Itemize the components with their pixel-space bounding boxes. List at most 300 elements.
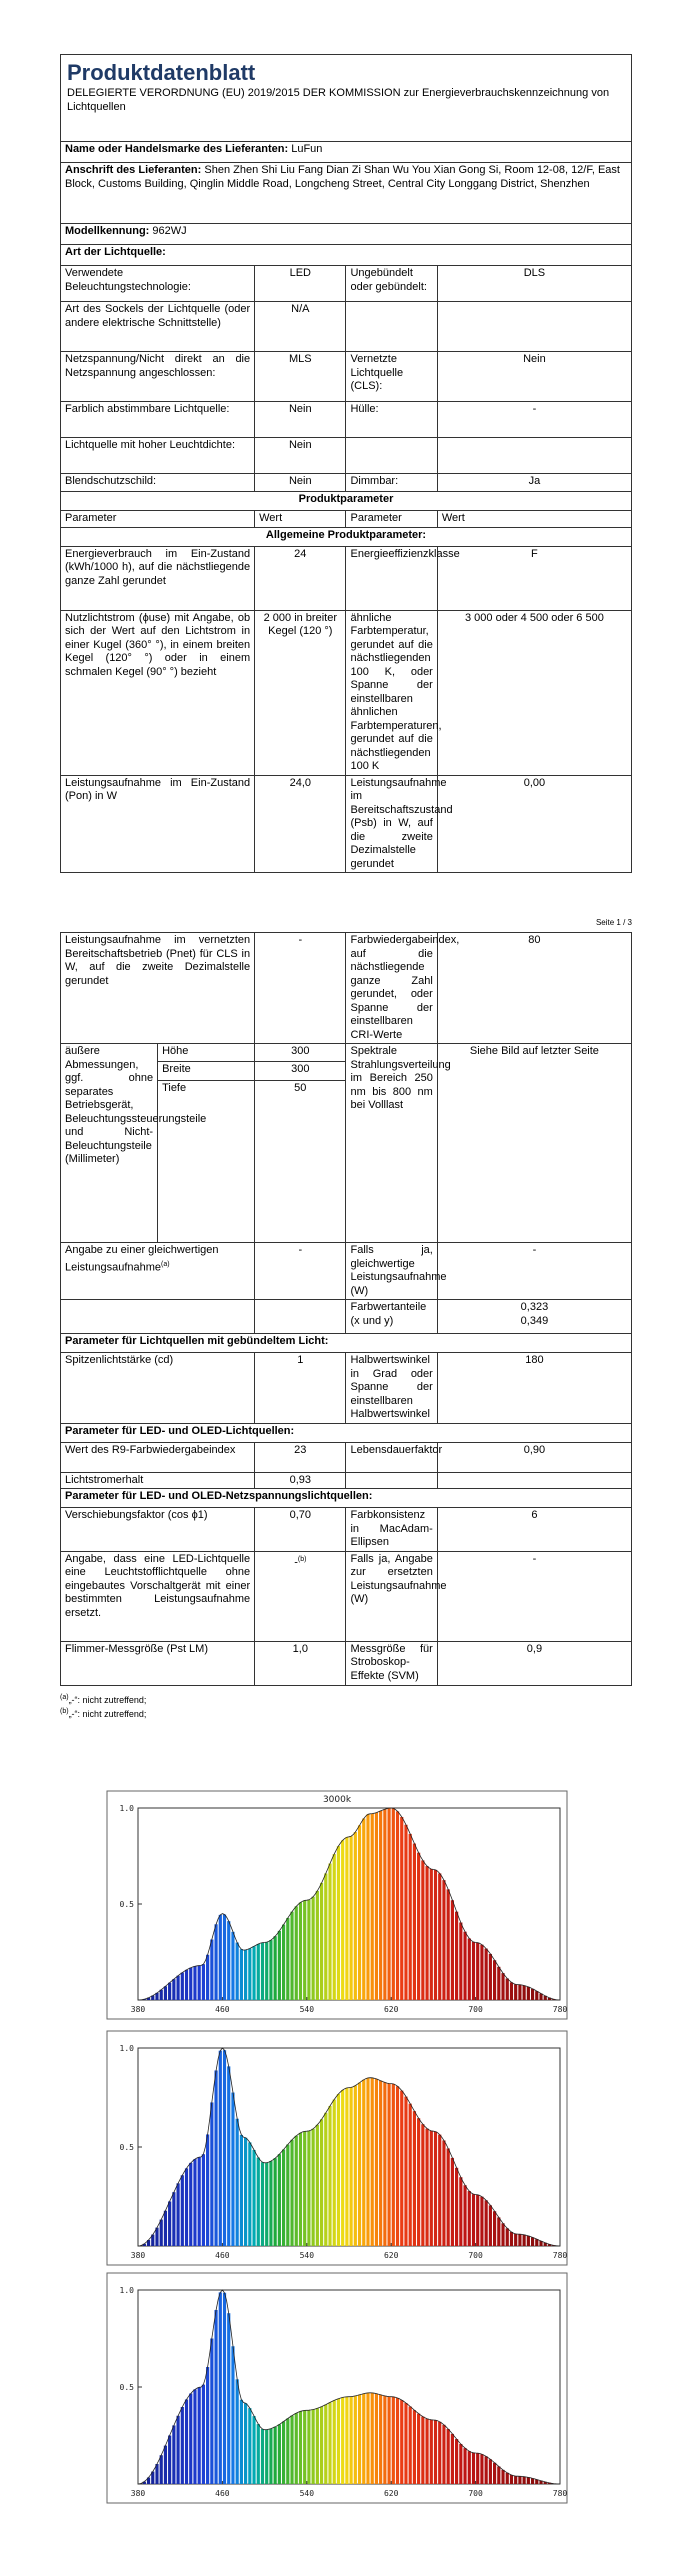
spectrum-bar <box>316 1891 319 2000</box>
supplier-name-row: Name oder Handelsmarke des Lieferanten: LuFun <box>61 142 632 163</box>
spectrum-bar <box>341 2397 344 2484</box>
spectrum-bar <box>227 2066 230 2246</box>
spectrum-bar <box>383 1809 386 2000</box>
spectrum-bar <box>404 1825 407 2000</box>
value-peak-intensity: 1 <box>255 1353 346 1424</box>
regulation-subtitle: DELEGIERTE VERORDNUNG (EU) 2019/2015 DER KOMMISSION zur Energieverbrauchskennzeichnung von Lichtquellen <box>67 87 610 113</box>
spectrum-bar <box>489 1954 492 2000</box>
spectrum-bar <box>425 1866 428 2000</box>
label-replacement-power: Falls ja, Angabe zur ersetzten Leistungsaufnahme (W) <box>346 1551 437 1641</box>
spectrum-bar <box>231 1932 234 2000</box>
datasheet-table-1 <box>60 54 632 873</box>
value-envelope: - <box>437 402 631 438</box>
spectrum-bar <box>307 2410 310 2484</box>
spectrum-bar <box>523 2235 526 2246</box>
spectrum-bar <box>400 1817 403 2000</box>
spectrum-bar <box>223 2050 226 2246</box>
spectrum-bar <box>400 2400 403 2484</box>
value-equivalent-power-claim: - <box>255 1243 346 1300</box>
spectrum-bar <box>501 2470 504 2484</box>
value-flicker: 1,0 <box>255 1641 346 1685</box>
spectrum-bar <box>324 1873 327 2000</box>
x-tick-label: 700 <box>468 2005 483 2014</box>
x-tick-label: 460 <box>215 2005 230 2014</box>
spectrum-bar <box>531 2237 534 2246</box>
spectrum-bar <box>485 2456 488 2484</box>
spectrum-bar <box>434 1870 437 2000</box>
label-equivalent-power: Falls ja, gleichwertige Leistungsaufnahme (W) <box>346 1243 437 1300</box>
spectrum-bar <box>468 2451 471 2484</box>
spectrum-bar <box>176 2183 179 2246</box>
spectrum-bar <box>472 2194 475 2246</box>
value-cap-type: N/A <box>255 302 346 352</box>
spectrum-bar <box>510 2475 513 2484</box>
spectrum-bar <box>459 1922 462 2000</box>
spectrum-bar <box>176 1976 179 2000</box>
value-svm: 0,9 <box>437 1641 631 1685</box>
spectrum-bar <box>535 1991 538 2000</box>
spectrum-bar <box>210 2339 213 2485</box>
spectrum-bar <box>396 1811 399 2000</box>
spectrum-bar <box>274 2427 277 2484</box>
spectrum-bar <box>312 2129 315 2246</box>
spectrum-bar <box>244 2403 247 2484</box>
value-width: 300 <box>255 1062 346 1080</box>
spectrum-bar <box>350 2397 353 2484</box>
footnote-a: $^{(a)}$„-“: nicht zutreffend; <box>60 1693 147 1705</box>
spectrum-bar <box>231 2093 234 2246</box>
value-on-mode-power: 24,0 <box>255 775 346 873</box>
value-displacement-factor: 0,70 <box>255 1508 346 1552</box>
spectrum-bar <box>485 1949 488 2000</box>
y-tick-label: 0.5 <box>119 1900 134 1909</box>
spectrum-bar <box>409 1834 412 2000</box>
spectrum-bar <box>350 1836 353 2000</box>
spectrum-bar <box>387 2083 390 2246</box>
spectrum-bar <box>265 1942 268 2000</box>
spectrum-bar <box>290 2140 293 2246</box>
spectrum-bar <box>261 2429 264 2484</box>
spectrum-bar <box>290 1912 293 2000</box>
spectrum-bar <box>392 2397 395 2484</box>
label-height: Höhe <box>158 1044 255 1062</box>
spectrum-bar <box>303 2410 306 2484</box>
spectrum-bar <box>240 2400 243 2484</box>
spectrum-bar <box>282 2149 285 2246</box>
spectrum-bar <box>459 2177 462 2246</box>
y-tick-label: 1.0 <box>119 1804 134 1813</box>
spectrum-bar <box>185 2168 188 2246</box>
spectrum-bar <box>425 2419 428 2484</box>
spectrum-bar <box>269 1940 272 2000</box>
spectrum-bar <box>160 1990 163 2000</box>
spectrum-bar <box>168 1983 171 2000</box>
x-tick-label: 700 <box>468 2489 483 2498</box>
spectrum-bar <box>366 2393 369 2484</box>
spectrum-bar <box>434 2420 437 2484</box>
spectrum-bar <box>518 2234 521 2246</box>
spectrum-bar <box>531 2478 534 2484</box>
label-on-mode-power: Leistungsaufnahme im Ein-Zustand (Pon) in W <box>61 775 255 873</box>
spectrum-bar <box>430 2131 433 2246</box>
value-technology: LED <box>255 266 346 302</box>
spectrum-bar <box>248 1948 251 2000</box>
spectrum-bar <box>164 2211 167 2246</box>
spectrum-bar <box>358 1825 361 2000</box>
spectrum-bar <box>181 2175 184 2246</box>
spectrum-bar <box>278 1931 281 2000</box>
spectrum-bar <box>299 2411 302 2484</box>
spectrum-bar <box>468 1938 471 2000</box>
spectrum-bar <box>375 2394 378 2484</box>
section-type-title: Art der Lichtquelle: <box>61 245 632 266</box>
spectrum-bar <box>501 2223 504 2246</box>
spectrum-bar <box>198 2157 201 2246</box>
spectrum-bar <box>328 1864 331 2000</box>
value-mains: MLS <box>255 352 346 402</box>
spectrum-bar <box>257 1944 260 2000</box>
spectrum-bar <box>214 2310 217 2484</box>
spectrum-bar <box>413 2410 416 2484</box>
spectrum-bar <box>438 1873 441 2000</box>
spectrum-bar <box>320 2119 323 2246</box>
spectrum-bar <box>366 1814 369 2000</box>
spectrum-bar <box>286 2145 289 2246</box>
label-directional: Ungebündelt oder gebündelt: <box>346 266 437 302</box>
label-mains: Netzspannung/Nicht direkt an die Netzspannung angeschlossen: <box>61 352 255 402</box>
spectrum-bar <box>337 1846 340 2000</box>
spectrum-bar <box>489 2205 492 2246</box>
spectrum-bar <box>333 2099 336 2246</box>
spectrum-bar <box>168 2201 171 2246</box>
x-tick-label: 460 <box>215 2489 230 2498</box>
spectrum-bar <box>404 2403 407 2484</box>
spectrum-bar <box>185 1970 188 2000</box>
footnote-b: $^{(b)}$„-“: nicht zutreffend; <box>60 1707 147 1719</box>
spectrum-bar <box>210 1940 213 2000</box>
label-flicker: Flimmer-Messgröße (Pst LM) <box>61 1641 255 1685</box>
spectrum-bar <box>438 2135 441 2246</box>
spectrum-bar <box>463 1932 466 2000</box>
spectrum-bar <box>257 2158 260 2246</box>
value-beam-angle: 180 <box>437 1353 631 1424</box>
label-survival-factor: Lebensdauerfaktor <box>346 1442 437 1472</box>
spectrum-bar <box>362 2394 365 2484</box>
spectrum-bar <box>527 1987 530 2000</box>
spectrum-bar <box>240 1949 243 2000</box>
spectrum-bar <box>396 2398 399 2484</box>
spectrum-bar <box>189 2393 192 2484</box>
col-header-parameter-2: Parameter <box>346 511 437 528</box>
x-tick-label: 540 <box>299 2489 315 2498</box>
spectrum-bar <box>362 2080 365 2246</box>
spectrum-bar <box>219 1915 222 2000</box>
spectrum-bar <box>354 1832 357 2000</box>
spectrum-bar <box>269 2161 272 2246</box>
spectrum-bar <box>328 2106 331 2246</box>
spectrum-bar <box>371 2393 374 2484</box>
spectrum-bar <box>451 1900 454 2000</box>
value-energy-class: F <box>437 546 631 610</box>
spectrum-bar <box>337 2399 340 2484</box>
spectrum-bar <box>387 2397 390 2484</box>
spectrum-bar <box>193 2159 196 2246</box>
value-directional: DLS <box>437 266 631 302</box>
label-replacement-claim: Angabe, dass eine LED-Lichtquelle eine Leuchtstofflichtquelle ohne eingebautes Vorschaltgerät mit einer bestimmten Leistungsaufnahme ersetzt. <box>61 1551 255 1641</box>
spectrum-bar <box>236 2379 239 2484</box>
value-replacement-claim: -$^{(b)}$ <box>255 1551 346 1641</box>
spectrum-bar <box>240 2135 243 2246</box>
label-dimmable: Dimmbar: <box>346 474 437 492</box>
spectrum-bar <box>514 2234 517 2246</box>
x-tick-label: 700 <box>468 2251 483 2260</box>
x-tick-label: 380 <box>130 2489 146 2498</box>
spectrum-bar <box>193 1966 196 2000</box>
spectrum-bar <box>261 2162 264 2246</box>
spectrum-bar <box>362 1819 365 2000</box>
col-header-parameter: Parameter <box>61 511 255 528</box>
value-energy-consumption: 24 <box>255 546 346 610</box>
label-cap-type: Art des Sockels der Lichtquelle (oder andere elektrische Schnittstelle) <box>61 302 255 352</box>
spectrum-chart-1 <box>106 1790 568 2020</box>
spectrum-bar <box>417 2414 420 2484</box>
spectrum-bar <box>223 1914 226 2000</box>
spectrum-bar <box>248 2408 251 2484</box>
spectrum-bar <box>523 1985 526 2000</box>
spectrum-bar <box>244 2138 247 2246</box>
x-tick-label: 620 <box>383 2251 399 2260</box>
chart-title: 3000k <box>322 1795 352 1805</box>
spectrum-bar <box>312 1897 315 2000</box>
spectrum-bar <box>320 1883 323 2000</box>
value-cri: 80 <box>437 933 631 1044</box>
spectrum-bar <box>514 1984 517 2000</box>
value-replacement-power: - <box>437 1551 631 1641</box>
spectrum-bar <box>244 1950 247 2000</box>
spectrum-bar <box>176 2416 179 2484</box>
spectrum-bar <box>324 2113 327 2246</box>
spectrum-bar <box>252 2416 255 2484</box>
x-tick-label: 540 <box>299 2005 315 2014</box>
spectrum-bar <box>506 2228 509 2246</box>
spectrum-bar <box>400 2091 403 2246</box>
spectrum-bar <box>265 2163 268 2246</box>
spectrum-bar <box>354 2396 357 2484</box>
spectrum-bar <box>442 2140 445 2246</box>
spectrum-bar <box>430 2420 433 2484</box>
value-survival-factor: 0,90 <box>437 1442 631 1472</box>
spectrum-bar <box>497 1967 500 2000</box>
datasheet-page-2 <box>60 932 632 1720</box>
spectrum-bar <box>333 1854 336 2000</box>
spectrum-bar <box>214 1924 217 2000</box>
spectrum-bar <box>527 2477 530 2484</box>
spectrum-bar <box>210 2102 213 2246</box>
spectrum-bar <box>307 1900 310 2000</box>
spectrum-bar <box>274 2158 277 2246</box>
label-equivalent-power-claim: Angabe zu einer gleichwertigen Leistungsaufnahme$^{(a)}$ <box>61 1243 255 1300</box>
spectrum-bar <box>299 1902 302 2000</box>
spectrum-bar <box>523 2477 526 2484</box>
spectrum-bar <box>409 2104 412 2246</box>
label-peak-intensity: Spitzenlichtstärke (cd) <box>61 1353 255 1424</box>
label-cls: Vernetzte Lichtquelle (CLS): <box>346 352 437 402</box>
spectrum-bar <box>286 1918 289 2000</box>
spectrum-bar <box>451 2434 454 2484</box>
spectrum-bar <box>421 2124 424 2246</box>
x-tick-label: 540 <box>299 2251 315 2260</box>
spectrum-chart-2 <box>106 2030 568 2266</box>
spectrum-bar <box>333 2400 336 2484</box>
spectrum-bar <box>164 2446 167 2484</box>
spectrum-bar <box>518 1985 521 2000</box>
label-displacement-factor: Verschiebungsfaktor (cos ϕ1) <box>61 1508 255 1552</box>
spectrum-chart-3 <box>106 2272 568 2504</box>
spectrum-bar <box>257 2424 260 2484</box>
label-useful-flux: Nutzlichtstrom (ϕuse) mit Angabe, ob sich der Wert auf den Lichtstrom in einer Kugel (360° °), in einem breiten Kegel (120° °) oder in einem schmalen Kegel (90° °) bezieht <box>61 610 255 775</box>
spectrum-bar <box>261 1943 264 2000</box>
spectrum-bar <box>383 2082 386 2246</box>
spectrum-bar <box>320 2407 323 2484</box>
label-technology: Verwendete Beleuchtungstechnologie: <box>61 266 255 302</box>
value-standby-power: 0,00 <box>437 775 631 873</box>
value-cls: Nein <box>437 352 631 402</box>
x-tick-label: 380 <box>130 2005 146 2014</box>
y-tick-label: 0.5 <box>119 2143 134 2152</box>
spectrum-svg-3 <box>106 2272 568 2504</box>
spectrum-bar <box>193 2389 196 2484</box>
spectrum-bar <box>527 2236 530 2246</box>
datasheet-page-1 <box>60 54 632 873</box>
spectrum-bar <box>379 2395 382 2484</box>
label-dimensions: äußere Abmessungen, ggf. ohne separates Betriebsgerät, Beleuchtungssteuerungsteile und Nicht-Beleuchtungsteile (Millimeter) <box>61 1044 158 1243</box>
page-number: Seite 1 / 3 <box>595 918 632 927</box>
y-tick-label: 1.0 <box>119 2286 134 2295</box>
spectrum-bar <box>518 2476 521 2484</box>
spectrum-bar <box>185 2399 188 2484</box>
spectrum-bar <box>206 1955 209 2000</box>
label-beam-angle: Halbwertswinkel in Grad oder Spanne der einstellbaren Halbwertswinkel <box>346 1353 437 1424</box>
spectrum-bar <box>455 2439 458 2484</box>
y-tick-label: 0.5 <box>119 2383 134 2392</box>
spectrum-bar <box>282 2421 285 2484</box>
spectrum-bar <box>493 2211 496 2246</box>
spectrum-bar <box>434 2132 437 2246</box>
spectrum-bar <box>480 1945 483 2000</box>
x-tick-label: 620 <box>383 2489 399 2498</box>
spectrum-bar <box>214 2070 217 2246</box>
spectrum-bar <box>341 2090 344 2246</box>
label-width: Breite <box>158 1062 255 1080</box>
spectrum-bar <box>468 2191 471 2246</box>
spectrum-bar <box>497 2217 500 2246</box>
spectrum-bar <box>392 1808 395 2000</box>
spectrum-bar <box>324 2405 327 2484</box>
spectrum-bar <box>392 2084 395 2246</box>
supplier-address-row: Anschrift des Lieferanten: Shen Zhen Shi Liu Fang Dian Zi Shan Wu You Xian Gong Si, Room 12-08, 12/F, East Block, Customs Building, Qinglin Middle Road, Longcheng Street, Central City Longgang District, Shenzhen <box>61 163 632 224</box>
value-tunable: Nein <box>255 402 346 438</box>
spectrum-bar <box>286 2418 289 2484</box>
spectrum-bar <box>312 2410 315 2484</box>
label-cri: Farbwiedergabeindex, auf die nächstliegende ganze Zahl gerundet, oder Spanne der einstellbaren CRI-Werte <box>346 933 437 1044</box>
label-energy-class: Energieeffizienzklasse <box>346 546 437 610</box>
spectrum-bar <box>172 1979 175 2000</box>
spectrum-bar <box>531 1989 534 2000</box>
value-high-luminance: Nein <box>255 438 346 474</box>
spectrum-bar <box>451 2158 454 2246</box>
spectrum-bar <box>506 1978 509 2000</box>
value-height: 300 <box>255 1044 346 1062</box>
spectrum-bar <box>493 2463 496 2484</box>
spectrum-bar <box>489 2459 492 2484</box>
spectrum-bar <box>274 1936 277 2000</box>
section-led-title: Parameter für LED- und OLED-Lichtquellen: <box>61 1423 632 1442</box>
datasheet-table-2 <box>60 932 632 1686</box>
x-tick-label: 780 <box>552 2251 568 2260</box>
spectrum-bar <box>282 1925 285 2000</box>
spectrum-bar <box>223 2293 226 2484</box>
spectrum-bar <box>350 2087 353 2246</box>
x-tick-label: 780 <box>552 2005 568 2014</box>
model-value: 962WJ <box>152 225 187 237</box>
spectrum-bar <box>421 1860 424 2000</box>
spectrum-bar <box>472 1942 475 2000</box>
spectrum-bar <box>290 2416 293 2484</box>
spectrum-bar <box>189 1968 192 2000</box>
spectrum-bar <box>345 2397 348 2484</box>
spectrum-bar <box>480 2197 483 2246</box>
spectrum-bar <box>316 2125 319 2246</box>
spectrum-bar <box>168 2436 171 2485</box>
spectrum-bar <box>227 1921 230 2000</box>
spectrum-bar <box>160 2455 163 2484</box>
label-high-luminance: Lichtquelle mit hoher Leuchtdichte: <box>61 438 255 474</box>
spectrum-bar <box>328 2402 331 2484</box>
spectrum-bar <box>510 1982 513 2000</box>
spectrum-bar <box>430 1869 433 2000</box>
spectrum-bar <box>198 1966 201 2000</box>
spectrum-bar <box>417 1853 420 2000</box>
label-cct: ähnliche Farbtemperatur, gerundet auf die nächstliegenden 100 K, oder Spanne der einstellbaren ähnlichen Farbtemperaturen, gerundet auf die nächstliegenden 100 K <box>346 610 437 775</box>
spectrum-bar <box>198 2387 201 2484</box>
label-energy-consumption: Energieverbrauch im Ein-Zustand (kWh/1000 h), auf die nächstliegende ganze Zahl gerundet <box>61 546 255 610</box>
spectrum-bar <box>379 2081 382 2246</box>
spectrum-bar <box>358 2083 361 2246</box>
spectrum-bar <box>442 1880 445 2000</box>
spectrum-bar <box>181 1973 184 2000</box>
model-row: Modellkennung: 962WJ <box>61 224 632 245</box>
spectrum-bar <box>345 2088 348 2246</box>
spectrum-bar <box>206 2134 209 2246</box>
spectrum-bar <box>413 1844 416 2000</box>
spectrum-bar <box>252 2150 255 2246</box>
spectrum-bar <box>307 2131 310 2246</box>
spectrum-bar <box>409 2407 412 2484</box>
spectrum-bar <box>248 2142 251 2246</box>
spectrum-bar <box>303 2131 306 2246</box>
value-spectral: Siehe Bild auf letzter Seite <box>437 1044 631 1243</box>
page-title: Produktdatenblatt <box>67 60 256 85</box>
spectrum-bar <box>493 1960 496 2000</box>
spectrum-bar <box>202 1964 205 2000</box>
spectrum-bar <box>463 2185 466 2246</box>
value-chromaticity: 0,323 0,349 <box>437 1300 631 1334</box>
value-dimmable: Ja <box>437 474 631 492</box>
spectrum-bar <box>425 2129 428 2246</box>
label-depth: Tiefe <box>158 1080 255 1242</box>
spectrum-bar <box>438 2422 441 2484</box>
spectrum-bar <box>295 2413 298 2484</box>
